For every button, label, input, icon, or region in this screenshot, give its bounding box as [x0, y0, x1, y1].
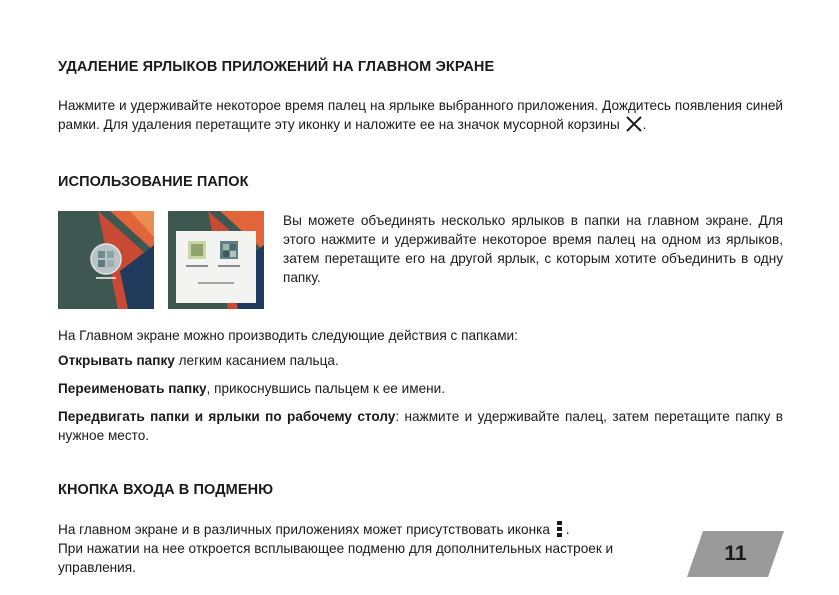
vertical-dots-icon: [556, 520, 564, 538]
delete-text-end: .: [642, 117, 647, 132]
folder-action-rename-bold: Переименовать папку: [58, 381, 207, 396]
submenu-text-line1: На главном экране и в различных приложениях может присутствовать иконка: [58, 522, 550, 537]
folder-action-rename-rest: , прикоснувшись пальцем к ее имени.: [206, 381, 446, 396]
heading-using-folders: ИСПОЛЬЗОВАНИЕ ПАПОК: [58, 174, 249, 190]
paragraph-submenu: [58, 520, 658, 577]
page-number: 11: [724, 542, 747, 565]
wallpaper-open-folder-image: [168, 211, 264, 309]
folder-action-move-bold: Передвигать папки и ярлыки по рабочему столу: [58, 409, 396, 424]
submenu-text-rest: При нажатии на нее откроется всплывающее подменю для дополнительных настроек и управления.: [58, 541, 614, 575]
folder-screenshot-1: [58, 211, 154, 309]
close-x-icon: [625, 115, 643, 133]
heading-submenu-button: КНОПКА ВХОДА В ПОДМЕНЮ: [58, 482, 274, 498]
folder-action-rename: [58, 379, 783, 398]
paragraph-folder-actions-intro: На Главном экране можно производить следующие действия с папками:: [58, 328, 518, 343]
folder-action-open-rest: легким касанием пальца.: [174, 353, 339, 368]
folder-action-move-rest: : нажмите и удерживайте палец, затем перетащите папку в нужное место.: [58, 409, 784, 443]
folder-action-move: [58, 407, 783, 445]
submenu-text-line1-end: .: [565, 522, 570, 537]
paragraph-delete-shortcuts: [58, 96, 783, 134]
heading-delete-shortcuts: УДАЛЕНИЕ ЯРЛЫКОВ ПРИЛОЖЕНИЙ НА ГЛАВНОМ ЭКРАНЕ: [58, 59, 495, 75]
folder-action-open: [58, 351, 783, 370]
delete-text: Нажмите и удерживайте некоторое время палец на ярлыке выбранного приложения. Дождитесь появления синей рамки. Для удаления перетащите эту иконку и наложите ее на значок мусорной корзины: [58, 98, 783, 132]
folder-action-open-bold: Открывать папку: [58, 353, 175, 368]
wallpaper-folder-icon-image: [58, 211, 154, 309]
page-number-badge: [687, 531, 784, 577]
paragraph-folders-intro: Вы можете объединять несколько ярлыков в папки на главном экране. Для этого нажмите и удерживайте некоторое время палец на одном из ярлыков, затем перетащите его на другой ярлык, с которым хотите объединить в одну папку.: [283, 213, 783, 285]
folder-screenshot-2: [168, 211, 264, 309]
